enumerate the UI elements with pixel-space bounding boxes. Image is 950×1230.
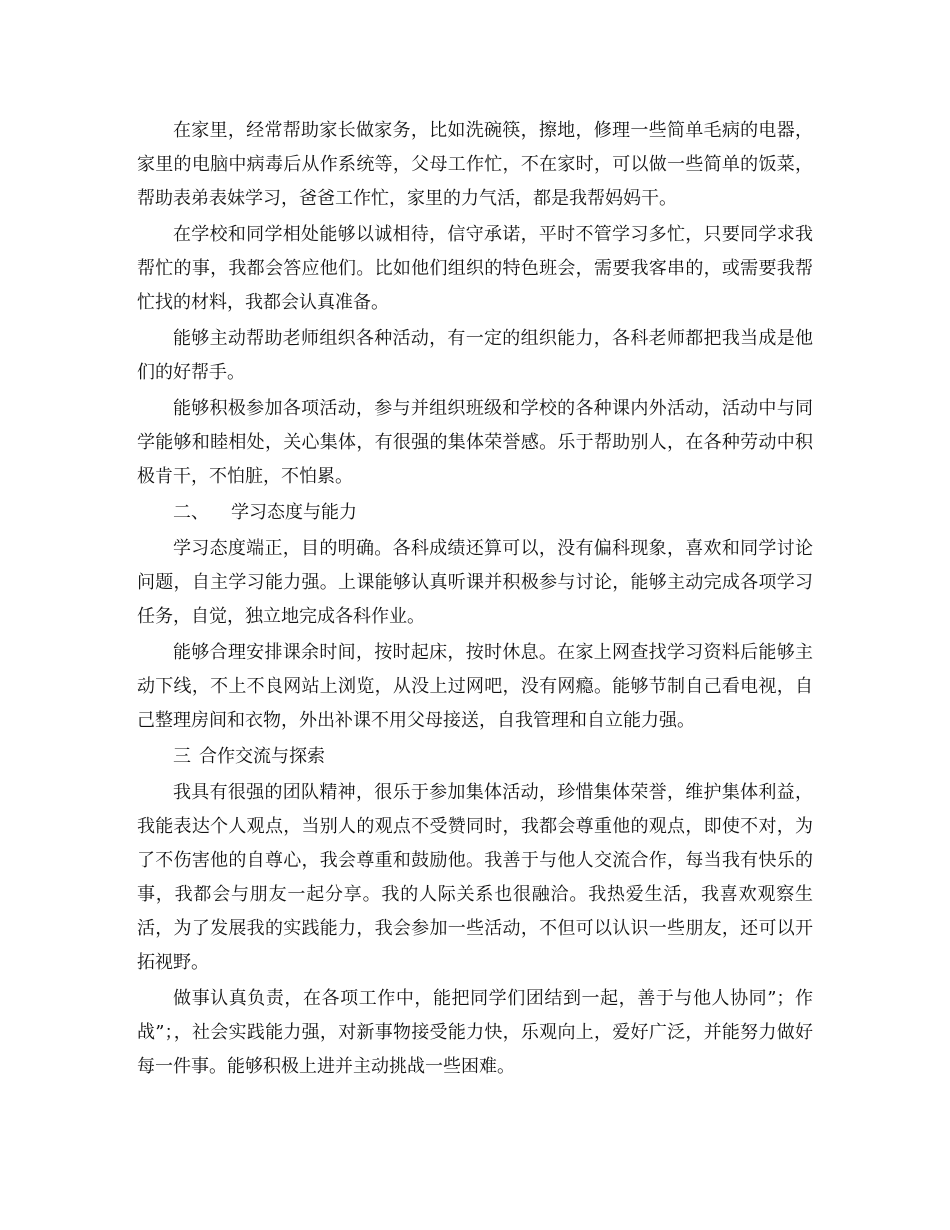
section-number: 三	[173, 746, 191, 767]
paragraph-time-management: 能够合理安排课余时间，按时起床，按时休息。在家上网查找学习资料后能够主动下线，不上不良网站上浏览，从没上过网吧，没有网瘾。能够节制自己看电视，自己整理房间和衣物，外出补课不用父母接送，自我管理和自立能力强。	[137, 642, 813, 731]
paragraph-responsibility: 做事认真负责，在各项工作中，能把同学们团结到一起，善于与他人协同”；作战”；，社会实践能力强，对新事物接受能力快，乐观向上，爱好广泛，并能努力做好每一件事。能够积极上进并主动挑战一些困难。	[137, 988, 813, 1077]
paragraph-classmates: 在学校和同学相处能够以诚相待，信守承诺，平时不管学习多忙，只要同学求我帮忙的事，我都会答应他们。比如他们组织的特色班会，需要我客串的，或需要我帮忙找的材料，我都会认真准备。	[137, 224, 813, 313]
heading-section-two	[137, 496, 813, 530]
document-body	[137, 114, 813, 1086]
paragraph-help-teachers: 能够主动帮助老师组织各种活动，有一定的组织能力，各科老师都把我当成是他们的好帮手。	[137, 328, 813, 383]
paragraph-home-chores: 在家里，经常帮助家长做家务，比如洗碗筷，擦地，修理一些简单毛病的电器，家里的电脑中病毒后从作系统等，父母工作忙，不在家时，可以做一些简单的饭菜，帮助表弟表妹学习，爸爸工作忙，家里的力气活，都是我帮妈妈干。	[137, 120, 813, 209]
paragraph-activities: 能够积极参加各项活动，参与并组织班级和学校的各种课内外活动，活动中与同学能够和睦相处，关心集体，有很强的集体荣誉感。乐于帮助别人，在各种劳动中积极肯干，不怕脏，不怕累。	[137, 398, 813, 487]
paragraph-team-spirit: 我具有很强的团队精神，很乐于参加集体活动，珍惜集体荣誉，维护集体利益，我能表达个人观点，当别人的观点不受赞同时，我都会尊重他的观点，即使不对，为了不伤害他的自尊心，我会尊重和鼓励他。我善于与他人交流合作，每当我有快乐的事，我都会与朋友一起分享。我的人际关系也很融洽。我热爱生活，我喜欢观察生活，为了发展我的实践能力，我会参加一些活动，不但可以认识一些朋友，还可以开拓视野。	[137, 782, 813, 973]
section-number: 二、	[173, 502, 209, 523]
paragraph-study-attitude: 学习态度端正，目的明确。各科成绩还算可以，没有偏科现象，喜欢和同学讨论问题，自主学习能力强。上课能够认真听课并积极参与讨论，能够主动完成各项学习任务，自觉，独立地完成各科作业。	[137, 538, 813, 627]
heading-section-three	[137, 740, 813, 774]
section-title: 学习态度与能力	[231, 502, 357, 523]
section-title: 合作交流与探索	[199, 746, 325, 767]
